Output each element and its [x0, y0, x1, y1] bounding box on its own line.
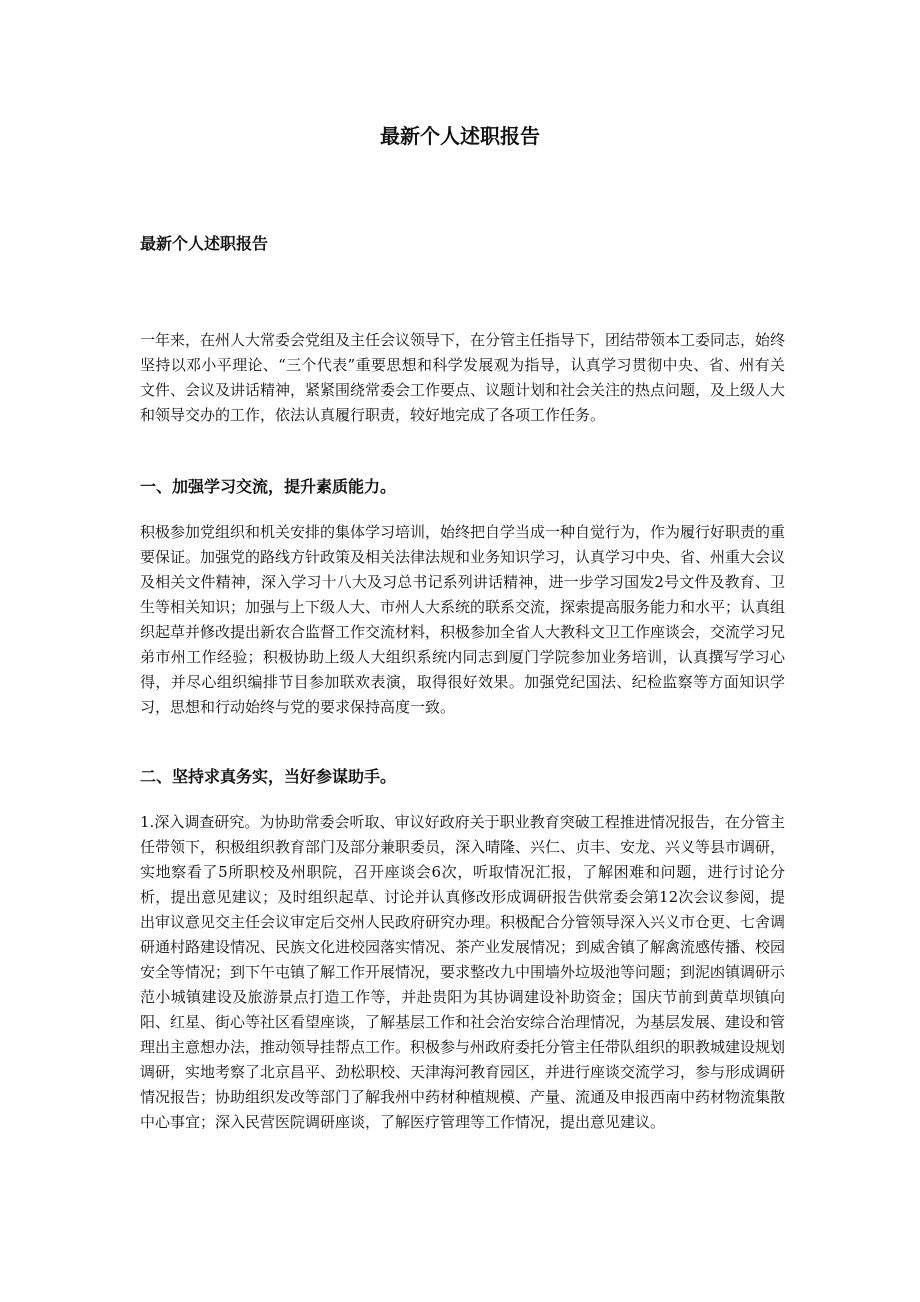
- section-body-1: 积极参加党组织和机关安排的集体学习培训，始终把自学当成一种自觉行为，作为履行好职责的重要保证。加强党的路线方针政策及相关法律法规和业务知识学习，认真学习中央、省、州重大会议及相关文件精神，深入学习十八大及习总书记系列讲话精神，进一步学习国发2号文件及教育、卫生等相关知识；加强与上下级人大、市州人大系统的联系交流，探索提高服务能力和水平；认真组织起草并修改提出新农合监督工作交流材料，积极参加全省人大教科文卫工作座谈会，交流学习兄弟市州工作经验；积极协助上级人大组织系统内同志到厦门学院参加业务培训，认真撰写学习心得，并尽心组织编排节目参加联欢表演，取得很好效果。加强党纪国法、纪检监察等方面知识学习，思想和行动始终与党的要求保持高度一致。: [140, 523, 786, 716]
- section-heading-1: 一、加强学习交流，提升素质能力。: [140, 477, 397, 496]
- intro-paragraph: 一年来，在州人大常委会党组及主任会议领导下，在分管主任指导下，团结带领本工委同志，始终坚持以邓小平理论、“三个代表”重要思想和科学发展观为指导，认真学习贯彻中央、省、州有关文件、会议及讲话精神，紧紧围绕常委会工作要点、议题计划和社会关注的热点问题，及上级人大和领导交办的工作，依法认真履行职责，较好地完成了各项工作任务。: [140, 331, 786, 424]
- document-subtitle: 最新个人述职报告: [140, 234, 269, 253]
- section-body-2: 1.深入调查研究。为协助常委会听取、审议好政府关于职业教育突破工程推进情况报告，在分管主任带领下，积极组织教育部门及部分兼职委员，深入晴隆、兴仁、贞丰、安龙、兴义等县市调研，实地察看了5所职校及州职院，召开座谈会6次，听取情况汇报，了解困难和问题，进行讨论分析，提出意见建议；及时组织起草、讨论并认真修改形成调研报告供常委会第12次会议参阅，提出审议意见交主任会议审定后交州人民政府研究办理。积极配合分管领导深入兴义市仓更、七舍调研通村路建设情况、民族文化进校园落实情况、茶产业发展情况；到威舍镇了解禽流感传播、校园安全等情况；到下午屯镇了解工作开展情况，要求整改九中围墙外垃圾池等问题；到泥凼镇调研示范小城镇建设及旅游景点打造工作等，并赴贵阳为其协调建设补助资金；国庆节前到黄草坝镇向阳、红星、街心等社区看望座谈，了解基层工作和社会治安综合治理情况，为基层发展、建设和管理出主意想办法，推动领导挂帮点工作。积极参与州政府委托分管主任带队组织的职教城建设规划调研，实地考察了北京昌平、劲松职校、天津海河教育园区，并进行座谈交流学习，参与形成调研情况报告；协助组织发改等部门了解我州中药材种植规模、产量、流通及申报西南中药材物流集散中心事宜；深入民营医院调研座谈，了解医疗管理等工作情况，提出意见建议。: [140, 813, 786, 1131]
- document-title: 最新个人述职报告: [380, 124, 540, 148]
- section-heading-2: 二、坚持求真务实，当好参谋助手。: [140, 767, 397, 786]
